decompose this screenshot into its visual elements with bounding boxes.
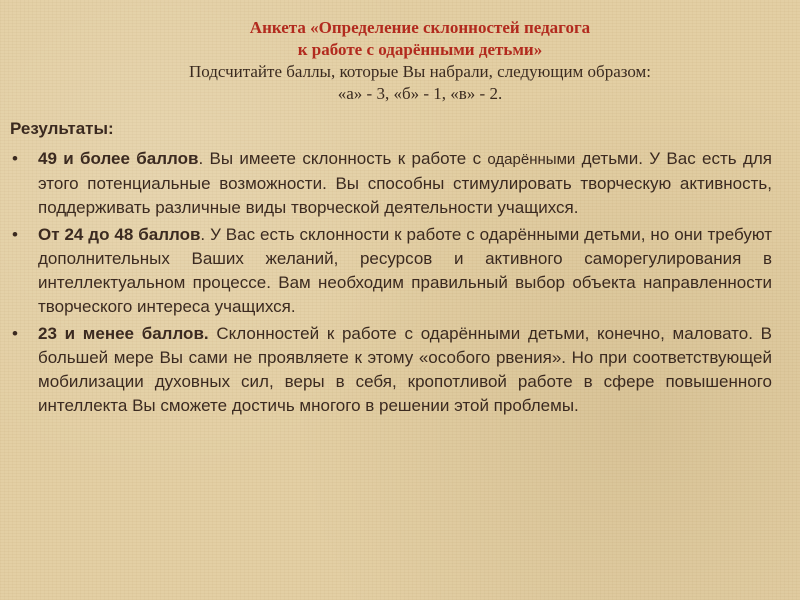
result-description-continued: детьми. У Вас есть для этого потенциальные возможности. Вы способны стимулировать творческую активность, поддерживать различные виды творческой деятельности учащихся. — [38, 149, 773, 217]
bullet-icon: • — [12, 324, 18, 343]
bullet-icon: • — [12, 149, 18, 168]
bullet-icon: • — [12, 225, 18, 244]
slide-header — [40, 17, 800, 105]
result-description: У Вас есть склонности к работе с одарёнными детьми, но они требуют дополнительных Ваших желаний, ресурсов и активного саморегулирования в интеллектуальном процессе. Вам необходим правильный выбор объекта направленности творческого интереса учащихся. — [38, 225, 772, 316]
score-range: 23 и менее баллов. — [38, 324, 209, 343]
slide-title-line-1: Анкета «Определение склонностей педагога — [249, 18, 591, 37]
scoring-values: «а» - 3, «б» - 1, «в» - 2. — [337, 84, 503, 103]
results-list — [10, 147, 772, 421]
scoring-instruction: Подсчитайте баллы, которые Вы набрали, следующим образом: — [188, 62, 652, 81]
result-item-24-48 — [10, 223, 772, 319]
result-description: Склонностей к работе с одарёнными детьми, конечно, маловато. В большей мере Вы сами не проявляете к этому «особого рвения». Но при соответствующей мобилизации духовных сил, веры в себя, кропотливой работе в сфере повышенного интеллекта Вы сможете достичь многого в решении этой проблемы. — [38, 324, 773, 415]
result-item-23-less — [10, 322, 772, 418]
slide-title-line-2: к работе с одарёнными детьми» — [297, 40, 543, 59]
results-heading: Результаты: — [10, 119, 114, 138]
score-range: От 24 до 48 баллов — [38, 225, 201, 244]
range-separator: . — [200, 225, 211, 244]
range-separator: . — [198, 149, 210, 168]
result-description: Вы имеете склонность к работе с — [209, 149, 488, 168]
result-description-small: одарёнными — [487, 151, 576, 168]
result-item-49-plus — [10, 147, 772, 220]
score-range: 49 и более баллов — [38, 149, 199, 168]
